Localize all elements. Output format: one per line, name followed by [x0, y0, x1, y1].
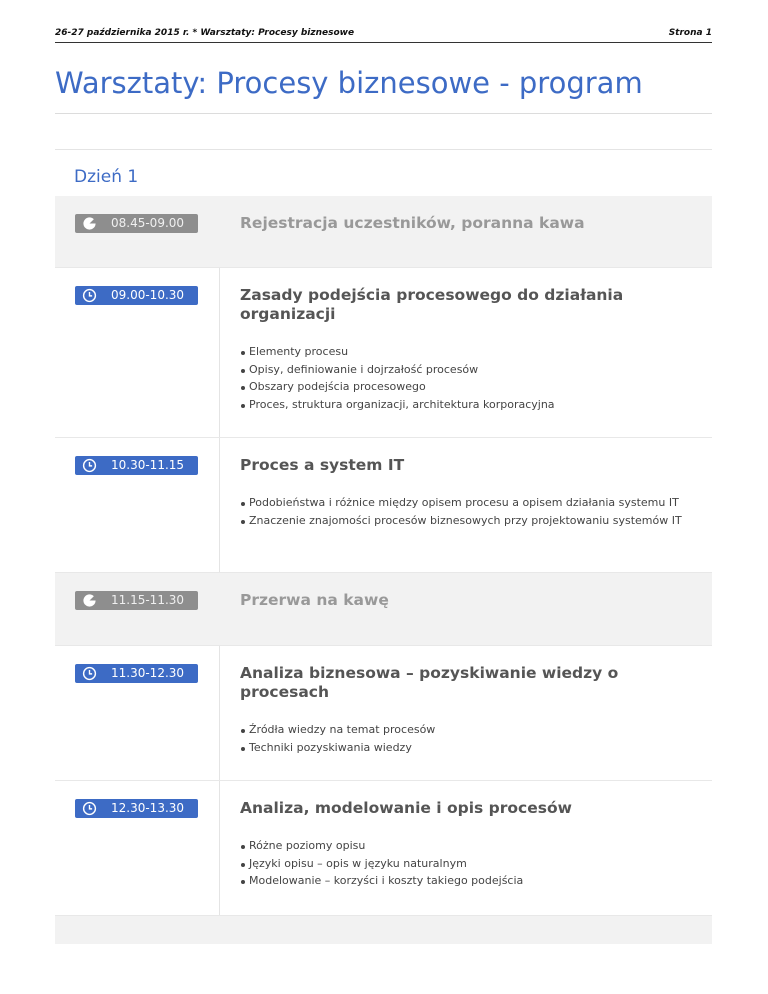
session-title: Analiza biznesowa – pozyskiwanie wiedzy o procesach: [240, 664, 619, 701]
session-title: Rejestracja uczestników, poranna kawa: [240, 214, 585, 232]
time-badge: [75, 214, 198, 233]
list-item: Znaczenie znajomości procesów biznesowych przy projektowaniu systemów IT: [249, 512, 702, 530]
list-item: Proces, struktura organizacji, architektura korporacyjna: [249, 396, 702, 414]
coffee-icon: [82, 593, 97, 608]
time-label: 09.00-10.30: [111, 288, 185, 302]
list-item: Różne poziomy opisu: [249, 837, 702, 855]
schedule: [55, 196, 712, 944]
session-title: Proces a system IT: [240, 456, 405, 474]
time-label: 08.45-09.00: [111, 216, 185, 230]
list-item: Podobieństwa i różnice między opisem procesu a opisem działania systemu IT: [249, 494, 702, 512]
list-item: Elementy procesu: [249, 343, 702, 361]
page-title: Warsztaty: Procesy biznesowe - program: [55, 66, 643, 100]
list-item: Techniki pozyskiwania wiedzy: [249, 739, 702, 757]
day-divider: [55, 149, 712, 150]
clock-icon: [82, 458, 97, 473]
clock-icon: [82, 666, 97, 681]
schedule-row: [55, 268, 712, 438]
header-page-number: Strona 1: [668, 28, 712, 38]
time-badge: [75, 456, 198, 475]
coffee-icon: [82, 216, 97, 231]
time-label: 10.30-11.15: [111, 458, 185, 472]
list-item: Języki opisu – opis w języku naturalnym: [249, 855, 702, 873]
list-item: Obszary podejścia procesowego: [249, 378, 702, 396]
session-title: Przerwa na kawę: [240, 591, 389, 609]
schedule-row: [55, 646, 712, 781]
list-item: Modelowanie – korzyści i koszty takiego podejścia: [249, 872, 702, 890]
clock-icon: [82, 801, 97, 816]
session-title: Zasady podejścia procesowego do działania organizacji: [240, 286, 624, 323]
time-badge: [75, 664, 198, 683]
topic-list: [240, 837, 702, 890]
schedule-row-break: [55, 196, 712, 268]
clock-icon: [82, 288, 97, 303]
column-divider: [219, 438, 220, 572]
list-item: Opisy, definiowanie i dojrzałość procesów: [249, 361, 702, 379]
day-heading: Dzień 1: [74, 167, 139, 187]
header-event-info: 26-27 października 2015 r. * Warsztaty: Procesy biznesowe: [55, 28, 355, 38]
schedule-row: [55, 781, 712, 916]
topic-list: [240, 494, 702, 529]
schedule-footer-band: [55, 916, 712, 944]
time-label: 12.30-13.30: [111, 801, 185, 815]
column-divider: [219, 646, 220, 780]
page-header: [55, 27, 712, 43]
time-badge: [75, 286, 198, 305]
topic-list: [240, 721, 702, 756]
session-title: Analiza, modelowanie i opis procesów: [240, 799, 572, 817]
column-divider: [219, 268, 220, 437]
time-badge: [75, 591, 198, 610]
schedule-row-break: [55, 573, 712, 646]
schedule-row: [55, 438, 712, 573]
column-divider: [219, 781, 220, 915]
topic-list: [240, 343, 702, 413]
list-item: Źródła wiedzy na temat procesów: [249, 721, 702, 739]
title-divider: [55, 113, 712, 114]
time-label: 11.30-12.30: [111, 666, 185, 680]
time-label: 11.15-11.30: [111, 593, 185, 607]
time-badge: [75, 799, 198, 818]
